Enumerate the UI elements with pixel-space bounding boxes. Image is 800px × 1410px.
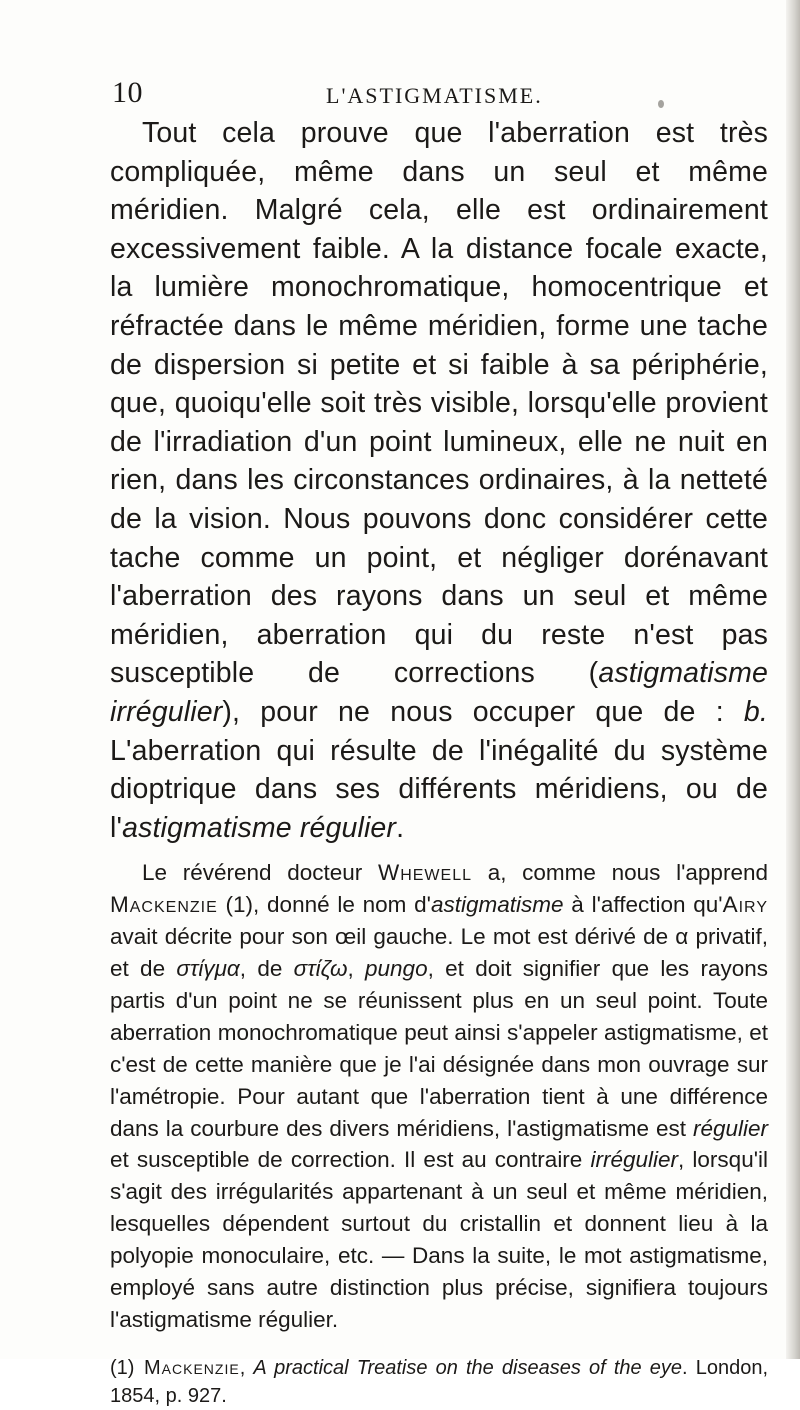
text-run: a, comme nous l'apprend [472, 860, 768, 886]
name-airy: Airy [722, 892, 768, 918]
page-header [112, 76, 772, 110]
footnote-marker: (1) [110, 1356, 135, 1379]
text-run: . London, 1854, p. 927. [110, 1356, 769, 1407]
italic-term: astigmatisme irrégulier [110, 657, 768, 728]
footnote-author: Mackenzie [144, 1356, 240, 1379]
latin-word: pungo [365, 956, 428, 981]
page-number: 10 [112, 76, 143, 109]
italic-term: astigmatisme [430, 892, 564, 918]
body-text [110, 114, 768, 1410]
text-run: à l'affection qu' [563, 892, 723, 918]
text-run: , de [239, 956, 294, 981]
italic-term: régulier [692, 1115, 768, 1141]
name-mackenzie: Mackenzie [110, 892, 218, 918]
text-run: , lorsqu'il s'agit des irrégularités appartenant à un seul et même méridien, lesquelles dépendent surtout du cristallin et donnent lieu à la polyopie monoculaire, etc. — Dans la suite, le mot astigmatisme, employé sans autre distinction plus précise, signifiera toujours l'astigmatisme régulier. [110, 1147, 768, 1332]
italic-term: irrégulier [590, 1147, 679, 1173]
text-run: avait décrite pour son œil gauche. Le mot est dérivé de α privatif, et de [110, 924, 768, 981]
text-run: Tout cela prouve que l'aberration est très compliquée, même dans un seul et même méridien. Malgré cela, elle est ordinairement excessivement faible. A la distance focale exacte, la lumière monochromatique, homocentrique et réfractée dans le même méridien, forme une tache de dispersion si petite et si faible à sa périphérie, que, quoiqu'elle soit très visible, lorsqu'elle provient de l'irradiation d'un point lumineux, elle ne nuit en rien, dans les circonstances ordinaires, à la netteté de la vision. Nous pouvons donc considérer cette tache comme un point, et négliger dorénavant l'aberration des rayons dans un seul et même méridien, aberration qui du reste n'est pas susceptible de corrections ( [110, 117, 768, 690]
text-run: Le révérend docteur [142, 860, 378, 886]
text-run: ), pour ne nous occuper que de : [222, 695, 744, 728]
text-run: et susceptible de correction. Il est au contraire [110, 1147, 591, 1173]
greek-word: στίζω [293, 956, 348, 981]
footnote [110, 1354, 768, 1410]
greek-word: στίγμα [176, 956, 240, 981]
name-whewell: Whewell [377, 860, 473, 886]
page-edge-shadow [786, 0, 800, 1359]
paragraph-main [110, 114, 768, 847]
italic-term: astigmatisme régulier [122, 811, 397, 844]
text-run: . [396, 811, 405, 844]
text-run: (1), donné le nom d' [217, 892, 431, 918]
paragraph-etymology [110, 857, 768, 1336]
italic-marker: b. [743, 695, 768, 728]
footnote-title: A practical Treatise on the diseases of the eye [253, 1356, 683, 1379]
text-run: , et doit signifier que les rayons partis d'un point ne se réunissent plus en un seul point. Toute aberration monochromatique peut ainsi s'appeler astigmatisme, et c'est de cette manière que je l'ai désignée dans mon ouvrage sur l'amétropie. Pour autant que l'aberration tient à une différence dans la courbure des divers méridiens, l'astigmatisme est [110, 956, 768, 1141]
text-run: , [239, 1356, 254, 1379]
running-title: L'ASTIGMATISME. [326, 83, 543, 108]
text-run: L'aberration qui résulte de l'inégalité du système dioptrique dans ses différents méridiens, ou de l' [110, 734, 768, 844]
text-run: , [347, 956, 366, 981]
